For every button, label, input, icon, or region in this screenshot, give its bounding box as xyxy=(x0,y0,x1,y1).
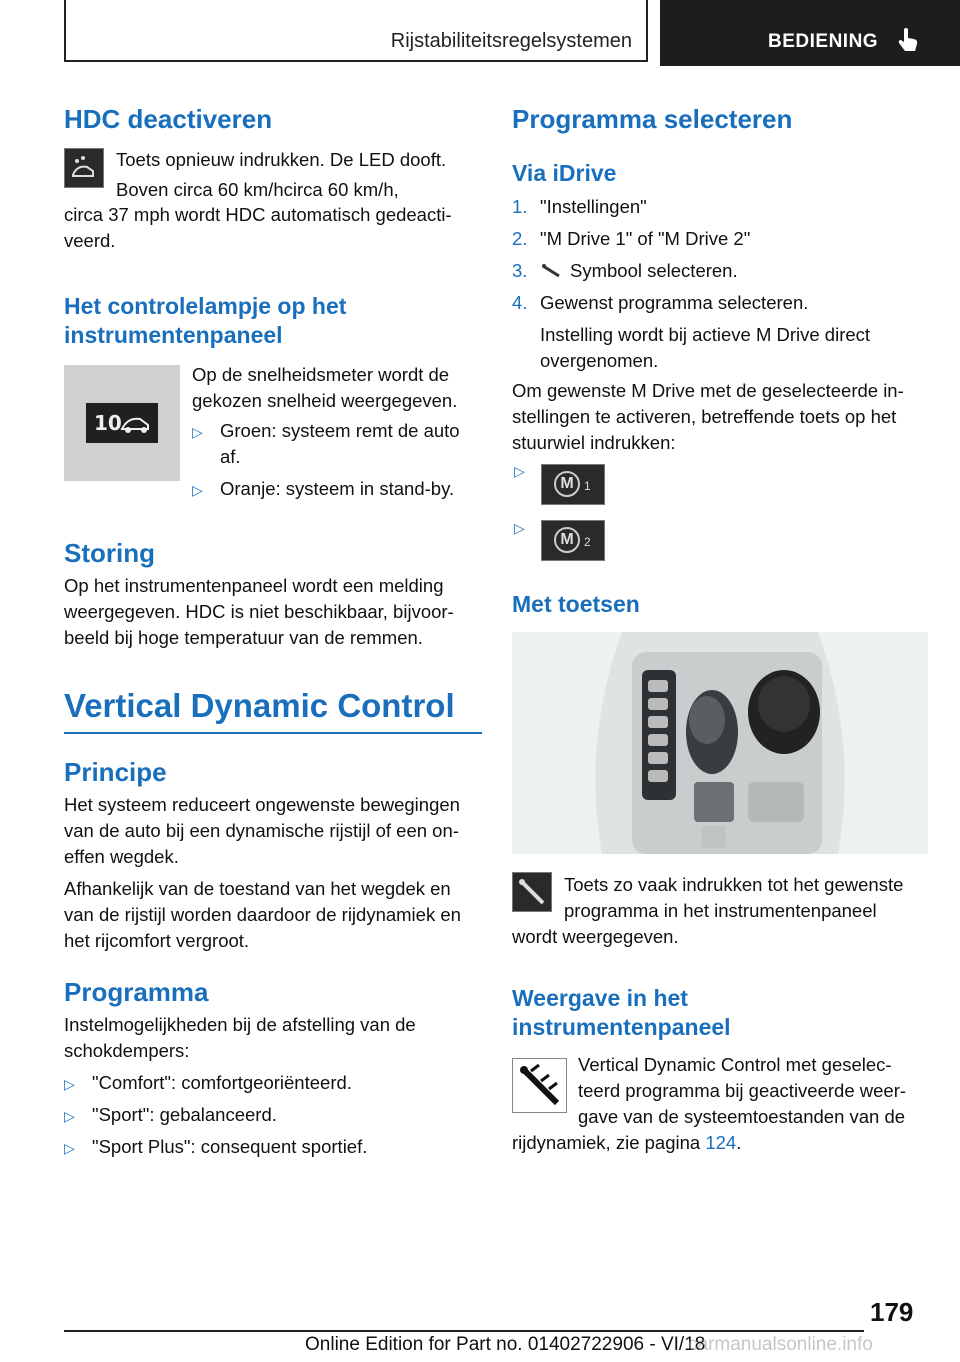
step-3: 3. Symbool selecteren. xyxy=(512,260,738,281)
center-console-image xyxy=(512,632,928,854)
mdrive-line-2: stellingen te activeren, betreffende toets op het xyxy=(512,406,897,427)
storing-title: Storing xyxy=(64,538,155,568)
hdc-line-2: Boven circa 60 km/hcirca 60 km/h, xyxy=(116,179,399,200)
mdrive-line-3: stuurwiel indrukken: xyxy=(512,432,676,453)
m2-bullet-marker: ▷ xyxy=(514,520,525,536)
weergave-line-4: rijdynamiek, zie pagina 124. xyxy=(512,1132,742,1153)
lamp-line-1: Op de snelheidsmeter wordt de xyxy=(192,364,450,385)
hdc-car-icon xyxy=(118,409,156,435)
header-chapter-box xyxy=(660,0,960,66)
step-1: 1. "Instellingen" xyxy=(512,196,647,217)
footer-watermark: carmanualsonline.info xyxy=(688,1334,873,1355)
speedometer-display-image xyxy=(64,365,180,481)
principe-line-3: effen wegdek. xyxy=(64,846,179,867)
hdc-line-1: Toets opnieuw indrukken. De LED dooft. xyxy=(116,149,447,170)
idrive-title: Via iDrive xyxy=(512,160,617,186)
page-number: 179 xyxy=(870,1297,914,1327)
weergave-line-1: Vertical Dynamic Control met geselec- xyxy=(578,1054,892,1075)
vdc-display-icon xyxy=(512,1058,567,1113)
hdc-line-3: circa 37 mph wordt HDC automatisch gedeacti- xyxy=(64,204,452,225)
lamp-title-1: Het controlelampje op het xyxy=(64,293,347,319)
storing-line-2: weergegeven. HDC is niet beschikbaar, bijvoor- xyxy=(64,601,454,622)
programma-bullet-3: ▷ "Sport Plus": consequent sportief. xyxy=(64,1136,368,1157)
programma-line-2: schokdempers: xyxy=(64,1040,190,1061)
weergave-title-2: instrumentenpaneel xyxy=(512,1014,731,1040)
weergave-line-3: gave van de systeemtoestanden van de xyxy=(578,1106,906,1127)
footer-edition: Online Edition for Part no. 01402722906 - VI/18 xyxy=(305,1334,706,1355)
programma-line-1: Instelmogelijkheden bij de afstelling van de xyxy=(64,1014,416,1035)
vdc-title: Vertical Dynamic Control xyxy=(64,687,455,724)
header-section-box xyxy=(64,0,648,62)
m1-bullet-marker: ▷ xyxy=(514,463,525,479)
lamp-bullet-1-cont: af. xyxy=(220,446,241,467)
lamp-title-2: instrumentenpaneel xyxy=(64,322,283,348)
page-header xyxy=(0,0,960,66)
weergave-line-2: teerd programma bij geactiveerde weer- xyxy=(578,1080,907,1101)
select-title: Programma selecteren xyxy=(512,104,793,134)
m-drive-2-button: M 2 xyxy=(541,520,605,561)
step-4: 4. Gewenst programma selecteren. xyxy=(512,292,809,313)
hdc-title: HDC deactiveren xyxy=(64,104,273,134)
toets-line-3: wordt weergegeven. xyxy=(512,926,679,947)
storing-line-3: beeld bij hoge temperatuur van de remmen. xyxy=(64,627,423,648)
lamp-bullet-2: ▷ Oranje: systeem in stand-by. xyxy=(192,478,455,499)
lamp-display-number: 10 xyxy=(94,411,122,435)
lamp-bullet-1: ▷ Groen: systeem remt de auto xyxy=(192,420,460,441)
principe-title: Principe xyxy=(64,757,167,787)
toetsen-title: Met toetsen xyxy=(512,591,640,617)
vdc-title-rule xyxy=(64,732,482,734)
toets-line-2: programma in het instrumentenpaneel xyxy=(564,900,877,921)
hdc-line-4: veerd. xyxy=(64,230,116,251)
lamp-line-2: gekozen snelheid weergegeven. xyxy=(192,390,458,411)
toets-line-1: Toets zo vaak indrukken tot het gewenste xyxy=(564,874,904,895)
vdc-button-icon xyxy=(512,872,552,912)
pointing-hand-icon xyxy=(896,27,920,55)
step-4-sub-2: overgenomen. xyxy=(540,350,659,371)
principe-line-2: van de auto bij een dynamische rijstijl of een on- xyxy=(64,820,459,841)
storing-line-1: Op het instrumentenpaneel wordt een melding xyxy=(64,575,444,596)
header-section-title: Rijstabiliteitsregelsystemen xyxy=(390,30,632,52)
afh-line-3: het rijcomfort vergroot. xyxy=(64,930,250,951)
footer-rule xyxy=(64,1330,864,1332)
header-chapter-title: BEDIENING xyxy=(768,31,879,52)
mdrive-line-1: Om gewenste M Drive met de geselecteerde in- xyxy=(512,380,904,401)
programma-bullet-2: ▷ "Sport": gebalanceerd. xyxy=(64,1104,277,1125)
weergave-title-1: Weergave in het xyxy=(512,985,688,1011)
step-4-sub-1: Instelling wordt bij actieve M Drive direct xyxy=(540,324,871,345)
page-ref-link[interactable]: 124 xyxy=(705,1132,737,1153)
principe-line-1: Het systeem reduceert ongewenste bewegingen xyxy=(64,794,460,815)
afh-line-1: Afhankelijk van de toestand van het wegdek en xyxy=(64,878,451,899)
afh-line-2: van de rijstijl worden daardoor de rijdynamiek en xyxy=(64,904,461,925)
programma-title: Programma xyxy=(64,977,209,1007)
m-drive-1-button: M 1 xyxy=(541,464,605,505)
programma-bullet-1: ▷ "Comfort": comfortgeoriënteerd. xyxy=(64,1072,352,1093)
hdc-button-icon xyxy=(64,148,104,188)
shock-absorber-icon xyxy=(540,263,562,279)
step-2: 2. "M Drive 1" of "M Drive 2" xyxy=(512,228,751,249)
